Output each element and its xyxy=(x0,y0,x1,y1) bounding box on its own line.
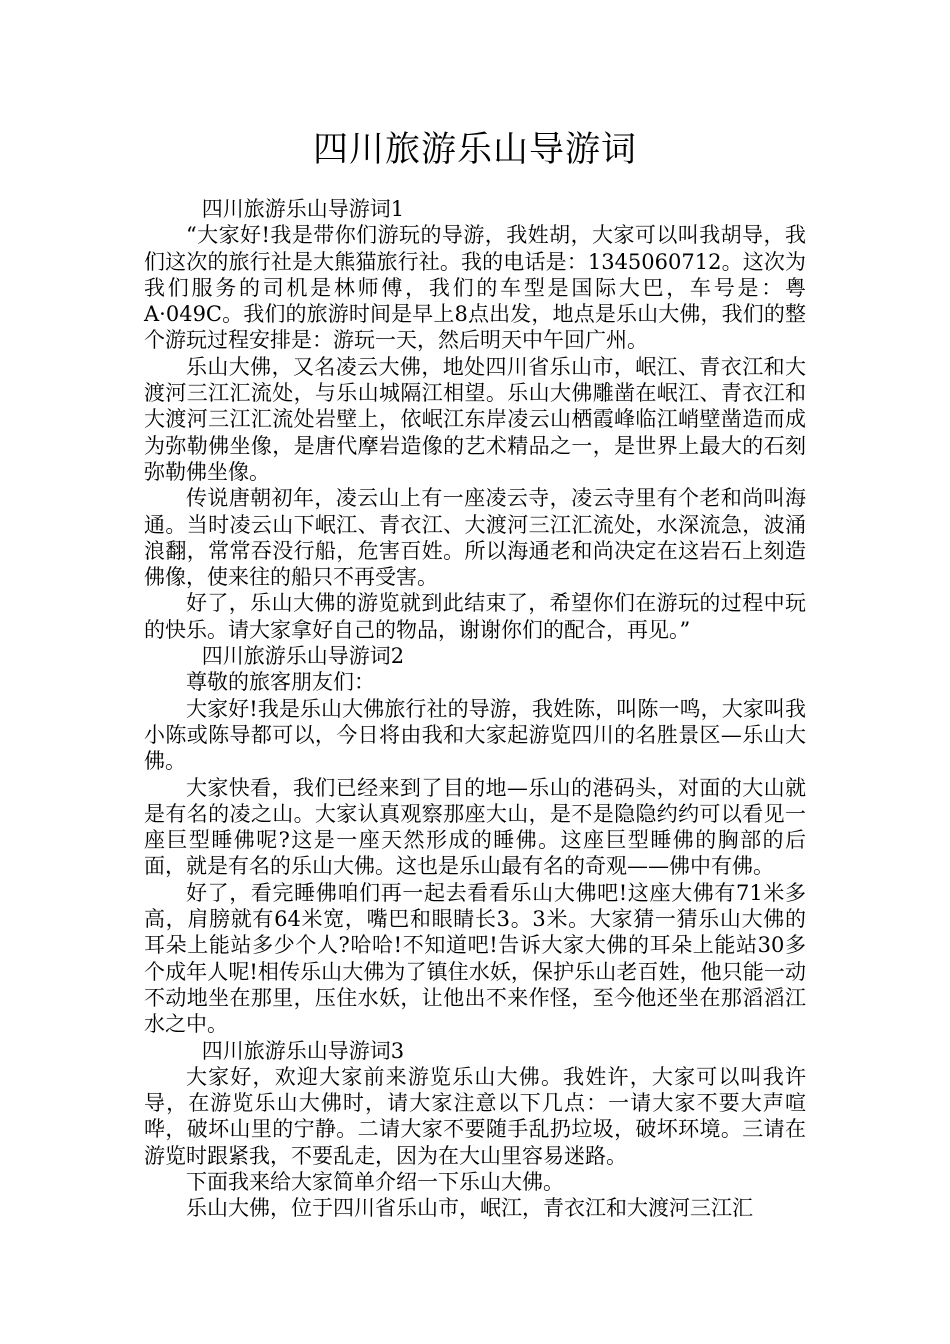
paragraph: 下面我来给大家简单介绍一下乐山大佛。 xyxy=(186,1169,564,1194)
paragraph: 乐山大佛，位于四川省乐山市，岷江，青衣江和大渡河三江汇 xyxy=(186,1196,753,1221)
paragraph: 尊敬的旅客朋友们： xyxy=(186,670,375,695)
paragraph: 乐山大佛，又名凌云大佛，地处四川省乐山市，岷江、青衣江和大渡河三江汇流处，与乐山城隔江相望。乐山大佛雕凿在岷江、青衣江和大渡河三江汇流处岩壁上，依岷江东岸凌云山栖霞峰临江峭壁凿造而成为弥勒佛坐像，是唐代摩岩造像的艺术精品之一，是世界上最大的石刻弥勒佛坐像。 xyxy=(144,354,806,484)
section-heading-2: 四川旅游乐山导游词2 xyxy=(201,644,405,669)
paragraph: 好了，乐山大佛的游览就到此结束了，希望你们在游玩的过程中玩的快乐。请大家拿好自己的物品，谢谢你们的配合，再见。” xyxy=(144,591,806,642)
paragraph: “大家好!我是带你们游玩的导游，我姓胡，大家可以叫我胡导，我们这次的旅行社是大熊猫旅行社。我的电话是：1345060712。这次为我们服务的司机是林师傅，我们的车型是国际大巴，车号是：粤A·049C。我们的旅游时间是早上8点出发，地点是乐山大佛，我们的整个游玩过程安排是：游玩一天，然后明天中午回广州。 xyxy=(144,223,806,353)
paragraph: 好了，看完睡佛咱们再一起去看看乐山大佛吧!这座大佛有71米多高，肩膀就有64米宽，嘴巴和眼睛长3。3米。大家猜一猜乐山大佛的耳朵上能站多少个人?哈哈!不知道吧!告诉大家大佛的耳朵上能站30多个成年人呢!相传乐山大佛为了镇住水妖，保护乐山老百姓，他只能一动不动地坐在那里，压住水妖，让他出不来作怪，至今他还坐在那滔滔江水之中。 xyxy=(144,880,806,1037)
paragraph: 大家好，欢迎大家前来游览乐山大佛。我姓许，大家可以叫我许导，在游览乐山大佛时，请大家注意以下几点：一请大家不要大声喧哗，破坏山里的宁静。二请大家不要随手乱扔垃圾，破坏环境。三请在游览时跟紧我，不要乱走，因为在大山里容易迷路。 xyxy=(144,1064,806,1168)
document-body xyxy=(144,196,806,1222)
paragraph: 大家快看，我们已经来到了目的地—乐山的港码头，对面的大山就是有名的凌之山。大家认真观察那座大山，是不是隐隐约约可以看见一座巨型睡佛呢?这是一座天然形成的睡佛。这座巨型睡佛的胸部的后面，就是有名的乐山大佛。这也是乐山最有名的奇观——佛中有佛。 xyxy=(144,775,806,879)
section-heading-1: 四川旅游乐山导游词1 xyxy=(201,197,405,221)
paragraph: 大家好!我是乐山大佛旅行社的导游，我姓陈，叫陈一鸣，大家叫我小陈或陈导都可以，今日将由我和大家起游览四川的名胜景区—乐山大佛。 xyxy=(144,696,806,774)
paragraph: 传说唐朝初年，凌云山上有一座凌云寺，凌云寺里有个老和尚叫海通。当时凌云山下岷江、青衣江、大渡河三江汇流处，水深流急，波涌浪翻，常常吞没行船，危害百姓。所以海通老和尚决定在这岩石上刻造佛像，使来往的船只不再受害。 xyxy=(144,486,806,590)
section-heading-3: 四川旅游乐山导游词3 xyxy=(201,1038,405,1063)
document-title: 四川旅游乐山导游词 xyxy=(312,130,637,170)
